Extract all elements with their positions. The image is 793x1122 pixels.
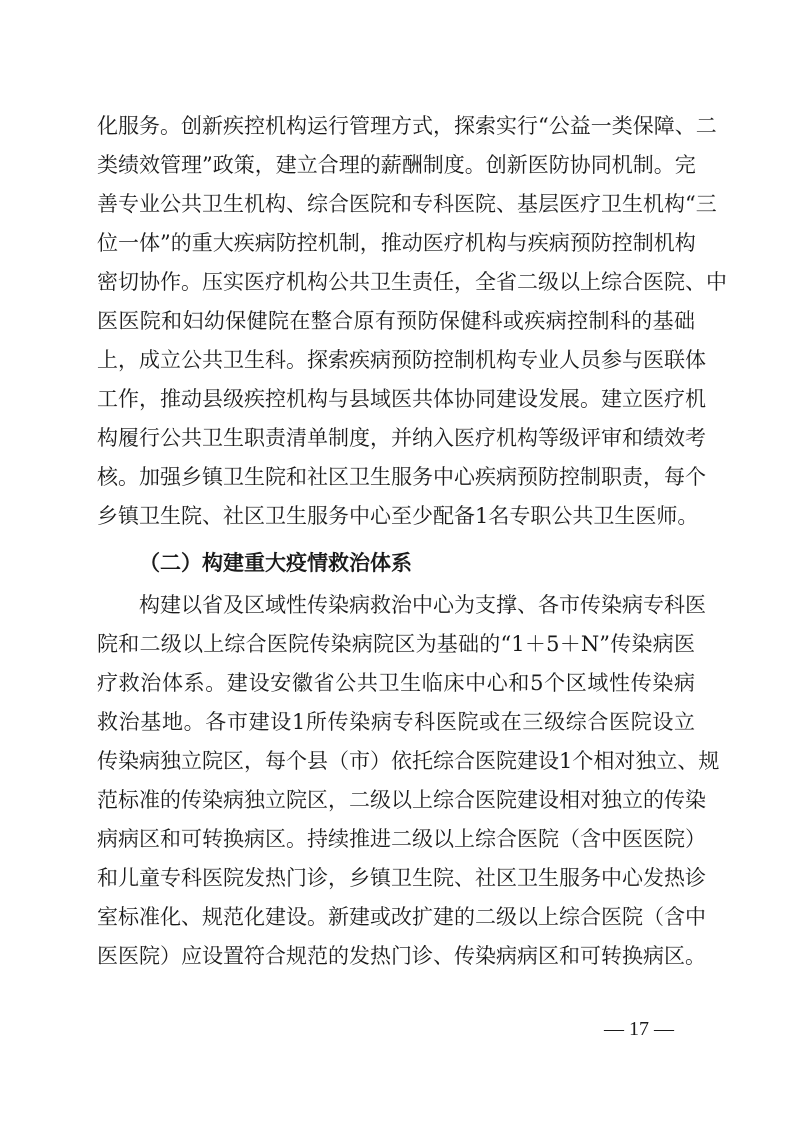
section-heading: （二）构建重大疫情救治体系 bbox=[139, 551, 412, 575]
text-line: 救治基地。各市建设1所传染病专科医院或在三级综合医院设立 bbox=[97, 710, 695, 734]
text-line: 化服务。创新疾控机构运行管理方式，探索实行“公益一类保障、二 bbox=[97, 114, 717, 138]
text-line: 医医院和妇幼保健院在整合原有预防保健科或疾病控制科的基础 bbox=[97, 309, 695, 333]
page-number: — 17 — bbox=[604, 1018, 674, 1040]
text-line: 范标准的传染病独立院区，二级以上综合医院建设相对独立的传染 bbox=[97, 788, 706, 812]
text-line: 院和二级以上综合医院传染病院区为基础的“1＋5＋N”传染病医 bbox=[97, 632, 695, 656]
text-line: 和儿童专科医院发热门诊，乡镇卫生院、社区卫生服务中心发热诊 bbox=[97, 866, 706, 890]
text-line: 类绩效管理”政策，建立合理的薪酬制度。创新医防协同机制。完 bbox=[97, 153, 696, 177]
text-line: 位一体”的重大疾病防控机制，推动医疗机构与疾病预防控制机构 bbox=[97, 231, 696, 255]
text-line: 医医院）应设置符合规范的发热门诊、传染病病区和可转换病区。 bbox=[97, 944, 706, 968]
text-line: 传染病独立院区，每个县（市）依托综合医院建设1个相对独立、规 bbox=[97, 749, 720, 773]
text-line: 构建以省及区域性传染病救治中心为支撑、各市传染病专科医 bbox=[97, 593, 706, 617]
text-line: 构履行公共卫生职责清单制度，并纳入医疗机构等级评审和绩效考 bbox=[97, 426, 706, 450]
text-line: 疗救治体系。建设安徽省公共卫生临床中心和5个区域性传染病 bbox=[97, 671, 695, 695]
text-line: 核。加强乡镇卫生院和社区卫生服务中心疾病预防控制职责，每个 bbox=[97, 465, 706, 489]
text-line: 乡镇卫生院、社区卫生服务中心至少配备1名专职公共卫生医师。 bbox=[97, 504, 699, 528]
text-line: 病病区和可转换病区。持续推进二级以上综合医院（含中医医院） bbox=[97, 827, 706, 851]
text-line: 上，成立公共卫生科。探索疾病预防控制机构专业人员参与医联体 bbox=[97, 348, 706, 372]
text-line: 善专业公共卫生机构、综合医院和专科医院、基层医疗卫生机构“三 bbox=[97, 192, 717, 216]
text-line: 密切协作。压实医疗机构公共卫生责任，全省二级以上综合医院、中 bbox=[97, 270, 727, 294]
text-line: 工作，推动县级疾控机构与县域医共体协同建设发展。建立医疗机 bbox=[97, 387, 706, 411]
text-line: 室标准化、规范化建设。新建或改扩建的二级以上综合医院（含中 bbox=[97, 905, 706, 929]
